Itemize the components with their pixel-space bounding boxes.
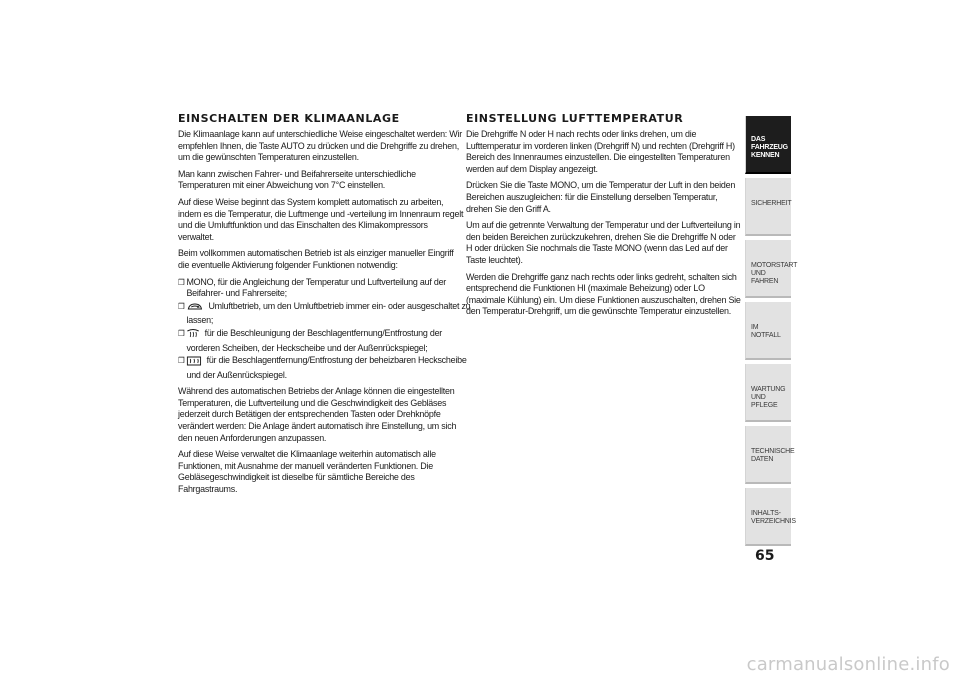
list-item bbox=[178, 277, 473, 300]
list-item bbox=[178, 301, 473, 327]
section-heading-climate-on: EINSCHALTEN DER KLIMAANLAGE bbox=[178, 112, 400, 125]
paragraph: Man kann zwischen Fahrer- und Beifahrerseite unterschiedliche Temperaturen mit einer Abweichung von 7°C einstellen. bbox=[178, 168, 416, 192]
paragraph: Werden die Drehgriffe ganz nach rechts oder links gedreht, schalten sich entsprechend die Funktionen HI (maximale Beheizung) oder LO (maximale Kühlung) ein. Um diese Funktionen auszuschalten, drehen Sie den Temperatur-Drehgriff, um die gewünschte Temperatur einzustellen. bbox=[466, 271, 741, 318]
paragraph: Die Drehgriffe N oder H nach rechts oder links drehen, um die Lufttemperatur im vorderen linken (Drehgriff N) und rechten (Drehgriff H) Bereich des Innenraumes einzustellen. Die eingestellten Temperaturen werden auf dem Display angezeigt. bbox=[466, 129, 735, 175]
list-item-text: für die Beschlagentfernung/Entfrostung der beheizbaren Heckscheibe und der Außenrückspiegel. bbox=[186, 355, 467, 381]
list-item-text: Umluftbetrieb, um den Umluftbetrieb immer ein- oder ausgeschaltet zu lassen; bbox=[186, 300, 471, 327]
tab-technische-daten[interactable]: TECHNISCHE DATEN bbox=[745, 426, 791, 484]
paragraph: Die Klimaanlage kann auf unterschiedliche Weise eingeschaltet werden: Wir empfehlen Ihnen, die Taste AUTO zu drücken und die Drehgriffe zu drehen, um die gewünschten Temperaturen einzustellen. bbox=[178, 129, 462, 164]
left-column bbox=[178, 112, 471, 501]
rear-defrost-icon bbox=[186, 355, 201, 370]
bullet-box-icon: ❒ bbox=[178, 277, 185, 287]
front-defrost-icon bbox=[186, 328, 199, 343]
function-list bbox=[178, 276, 471, 382]
chapter-tabs bbox=[745, 116, 798, 550]
right-column bbox=[466, 112, 742, 323]
list-item-text: für die Beschleunigung der Beschlagentfernung/Entfrostung der vorderen Scheiben, der Heckscheibe und der Außenrückspiegel; bbox=[186, 327, 443, 354]
page-number: 65 bbox=[755, 548, 775, 564]
bullet-box-icon: ❒ bbox=[178, 356, 185, 366]
list-item-text: MONO, für die Angleichung der Temperatur und Luftverteilung auf der Beifahrer- und Fahrerseite; bbox=[186, 276, 447, 300]
recirculation-icon bbox=[186, 302, 203, 316]
watermark: carmanualsonline.info bbox=[746, 654, 950, 675]
paragraph: Beim vollkommen automatischen Betrieb ist als einziger manueller Eingriff die eventuelle Aktivierung folgender Funktionen notwendig: bbox=[178, 248, 454, 271]
list-item bbox=[178, 355, 473, 381]
bullet-box-icon: ❒ bbox=[178, 301, 185, 311]
tab-im-notfall[interactable]: IM NOTFALL bbox=[745, 302, 791, 360]
paragraph: Während des automatischen Betriebs der Anlage können die eingestellten Temperaturen, die Luftverteilung und die Geschwindigkeit des Gebläses jederzeit durch Betätigen der entsprechenden Tasten oder Drehknöpfe verändert werden: Die Anlage ändert automatisch ihre Einstellung, um sich den neuen Anforderungen anzupassen. bbox=[178, 386, 457, 444]
tab-inhaltsverzeichnis[interactable]: INHALTS-VERZEICHNIS bbox=[745, 488, 791, 546]
paragraph: Drücken Sie die Taste MONO, um die Temperatur der Luft in den beiden Bereichen auszugleichen: für die Einstellung derselben Temperatur, drehen Sie den Griff A. bbox=[466, 180, 736, 215]
tab-das-fahrzeug-kennen[interactable]: DAS FAHRZEUG KENNEN bbox=[745, 116, 791, 174]
paragraph: Um auf die getrennte Verwaltung der Temperatur und der Luftverteilung in den beiden Bereichen zurückzukehren, drehen Sie die Drehgriffe N oder H oder drücken Sie nochmals die Taste MONO (wenn das Led auf der Taste leuchtet). bbox=[466, 220, 741, 266]
bullet-box-icon: ❒ bbox=[178, 328, 185, 338]
paragraph: Auf diese Weise beginnt das System komplett automatisch zu arbeiten, indem es die Temperatur, die Luftmenge und -verteilung im Innenraum regelt und die Umluftfunktion und das Einschalten des Klimakompressors verwaltet. bbox=[178, 196, 464, 243]
tab-sicherheit[interactable]: SICHERHEIT bbox=[745, 178, 791, 236]
tab-motorstart-und-fahren[interactable]: MOTORSTART UND FAHREN bbox=[745, 240, 791, 298]
paragraph: Auf diese Weise verwaltet die Klimaanlage weiterhin automatisch alle Funktionen, mit Ausnahme der manuell veränderten Funktionen. Die Gebläsegeschwindigkeit ist dieselbe für sämtliche Bereiche des Fahrgastraums. bbox=[178, 449, 436, 496]
section-heading-air-temperature: EINSTELLUNG LUFTTEMPERATUR bbox=[466, 112, 684, 125]
tab-wartung-und-pflege[interactable]: WARTUNG UND PFLEGE bbox=[745, 364, 791, 422]
list-item bbox=[178, 328, 473, 354]
